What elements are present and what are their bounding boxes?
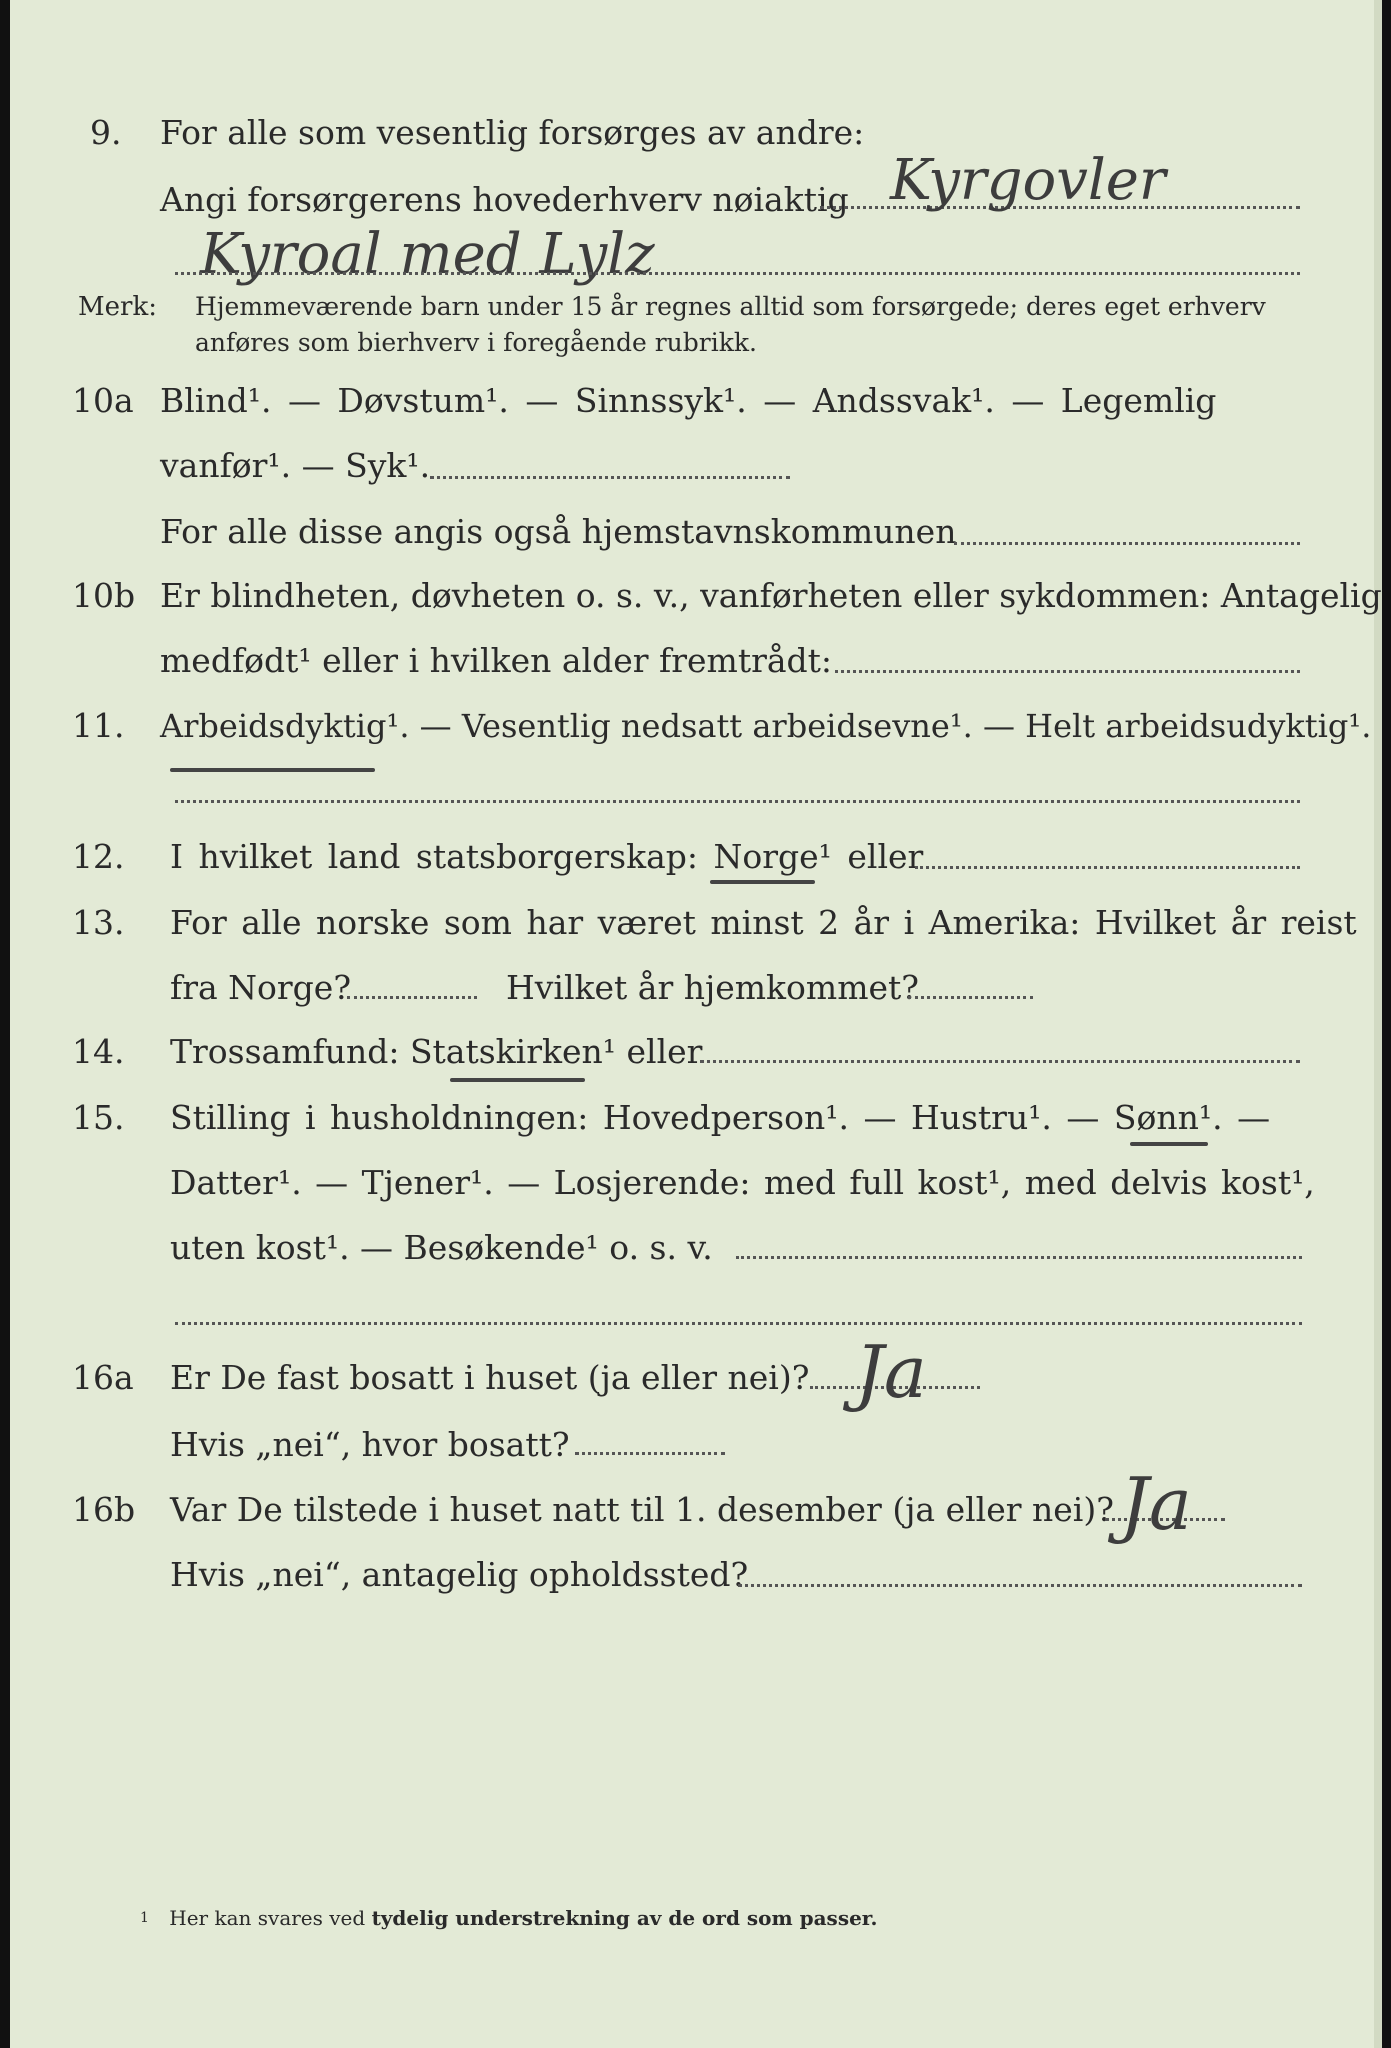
page-edge [1374, 0, 1382, 2048]
q14-number: 14. [72, 1032, 125, 1071]
q16a-handwritten-answer: Ja [855, 1330, 927, 1414]
q16a-line2: Hvis „nei“, hvor bosatt? [170, 1425, 570, 1464]
q12-answer-line [915, 866, 1300, 869]
census-form-page [10, 0, 1382, 2048]
q13-reist-line [347, 996, 477, 999]
q11-answer-line [175, 800, 1300, 803]
q10a-syk-line [430, 476, 790, 479]
q10a-kommune-line [954, 542, 1300, 545]
q16b-opholdssted-line [738, 1584, 1302, 1587]
footnote-mark: 1 [140, 1910, 149, 1926]
q9-answer-line-2 [175, 272, 1300, 275]
q16b-line1: Var De tilstede i huset natt til 1. desember (ja eller nei)? [170, 1490, 1114, 1529]
merk-line2: anføres som bierhverv i foregående rubrikk. [195, 328, 757, 357]
q10b-answer-line [835, 670, 1300, 673]
q16a-line1: Er De fast bosatt i huset (ja eller nei)? [170, 1358, 810, 1397]
q9-number: 9. [90, 113, 122, 152]
q15-answer-line-2 [175, 1322, 1302, 1325]
q14-line1: Trossamfund: Statskirken¹ eller [170, 1032, 703, 1071]
footnote-text-a: Her kan svares ved [169, 1906, 366, 1930]
q13-number: 13. [72, 903, 125, 942]
q15-line1: Stilling i husholdningen: Hovedperson¹. — Hustru¹. — Sønn¹. — [170, 1098, 1271, 1137]
q10b-line1: Er blindheten, døvheten o. s. v., vanførheten eller sykdommen: Antagelig [160, 576, 1382, 615]
q13-line2a: fra Norge? [170, 968, 352, 1007]
q12-number: 12. [72, 837, 125, 876]
q15-handwritten-underline [1130, 1142, 1208, 1146]
footnote [140, 1906, 877, 1930]
q15-line3: uten kost¹. — Besøkende¹ o. s. v. [170, 1228, 713, 1267]
q9-line2: Angi forsørgerens hovederhverv nøiaktig [160, 180, 849, 219]
q16a-number: 16a [72, 1358, 134, 1397]
merk-label: Merk: [78, 292, 157, 322]
q10a-line1: Blind¹. — Døvstum¹. — Sinnssyk¹. — Andssvak¹. — Legemlig [160, 381, 1217, 420]
q16a-bosatt-line [575, 1452, 725, 1455]
q9-handwritten-answer-2: Kyroal med Lylz [200, 222, 655, 287]
q12-handwritten-underline [710, 880, 815, 884]
q16b-handwritten-answer: Ja [1120, 1462, 1192, 1546]
q11-line1: Arbeidsdyktig¹. — Vesentlig nedsatt arbeidsevne¹. — Helt arbeidsudyktig¹. [160, 707, 1372, 745]
q12-line1: I hvilket land statsborgerskap: Norge¹ eller [170, 837, 924, 876]
q9-handwritten-answer-1: Kyrgovler [890, 148, 1166, 213]
q11-number: 11. [72, 706, 125, 745]
q13-hjemkommet-line [908, 996, 1033, 999]
q10b-line2: medfødt¹ eller i hvilken alder fremtrådt: [160, 641, 833, 680]
q9-title: For alle som vesentlig forsørges av andre: [160, 113, 865, 152]
q15-line2: Datter¹. — Tjener¹. — Losjerende: med full kost¹, med delvis kost¹, [170, 1163, 1315, 1202]
q13-line2b: Hvilket år hjemkommet? [506, 968, 919, 1007]
q14-handwritten-underline [450, 1078, 585, 1082]
q15-answer-line-1 [736, 1256, 1302, 1259]
q15-number: 15. [72, 1098, 125, 1137]
q10a-line2: vanfør¹. — Syk¹. [160, 446, 431, 485]
footnote-text-b: tydelig understrekning av de ord som passer. [371, 1906, 878, 1930]
q13-line1: For alle norske som har været minst 2 år i Amerika: Hvilket år reist [170, 903, 1357, 942]
q10b-number: 10b [72, 576, 136, 615]
q16b-line2: Hvis „nei“, antagelig opholdssted? [170, 1555, 749, 1594]
merk-line1: Hjemmeværende barn under 15 år regnes alltid som forsørgede; deres eget erhverv [195, 292, 1266, 321]
q16b-number: 16b [72, 1490, 136, 1529]
q14-answer-line [700, 1060, 1300, 1063]
q10a-line3: For alle disse angis også hjemstavnskommunen [160, 512, 957, 551]
q11-handwritten-underline [170, 768, 375, 772]
q10a-number: 10a [72, 381, 134, 420]
